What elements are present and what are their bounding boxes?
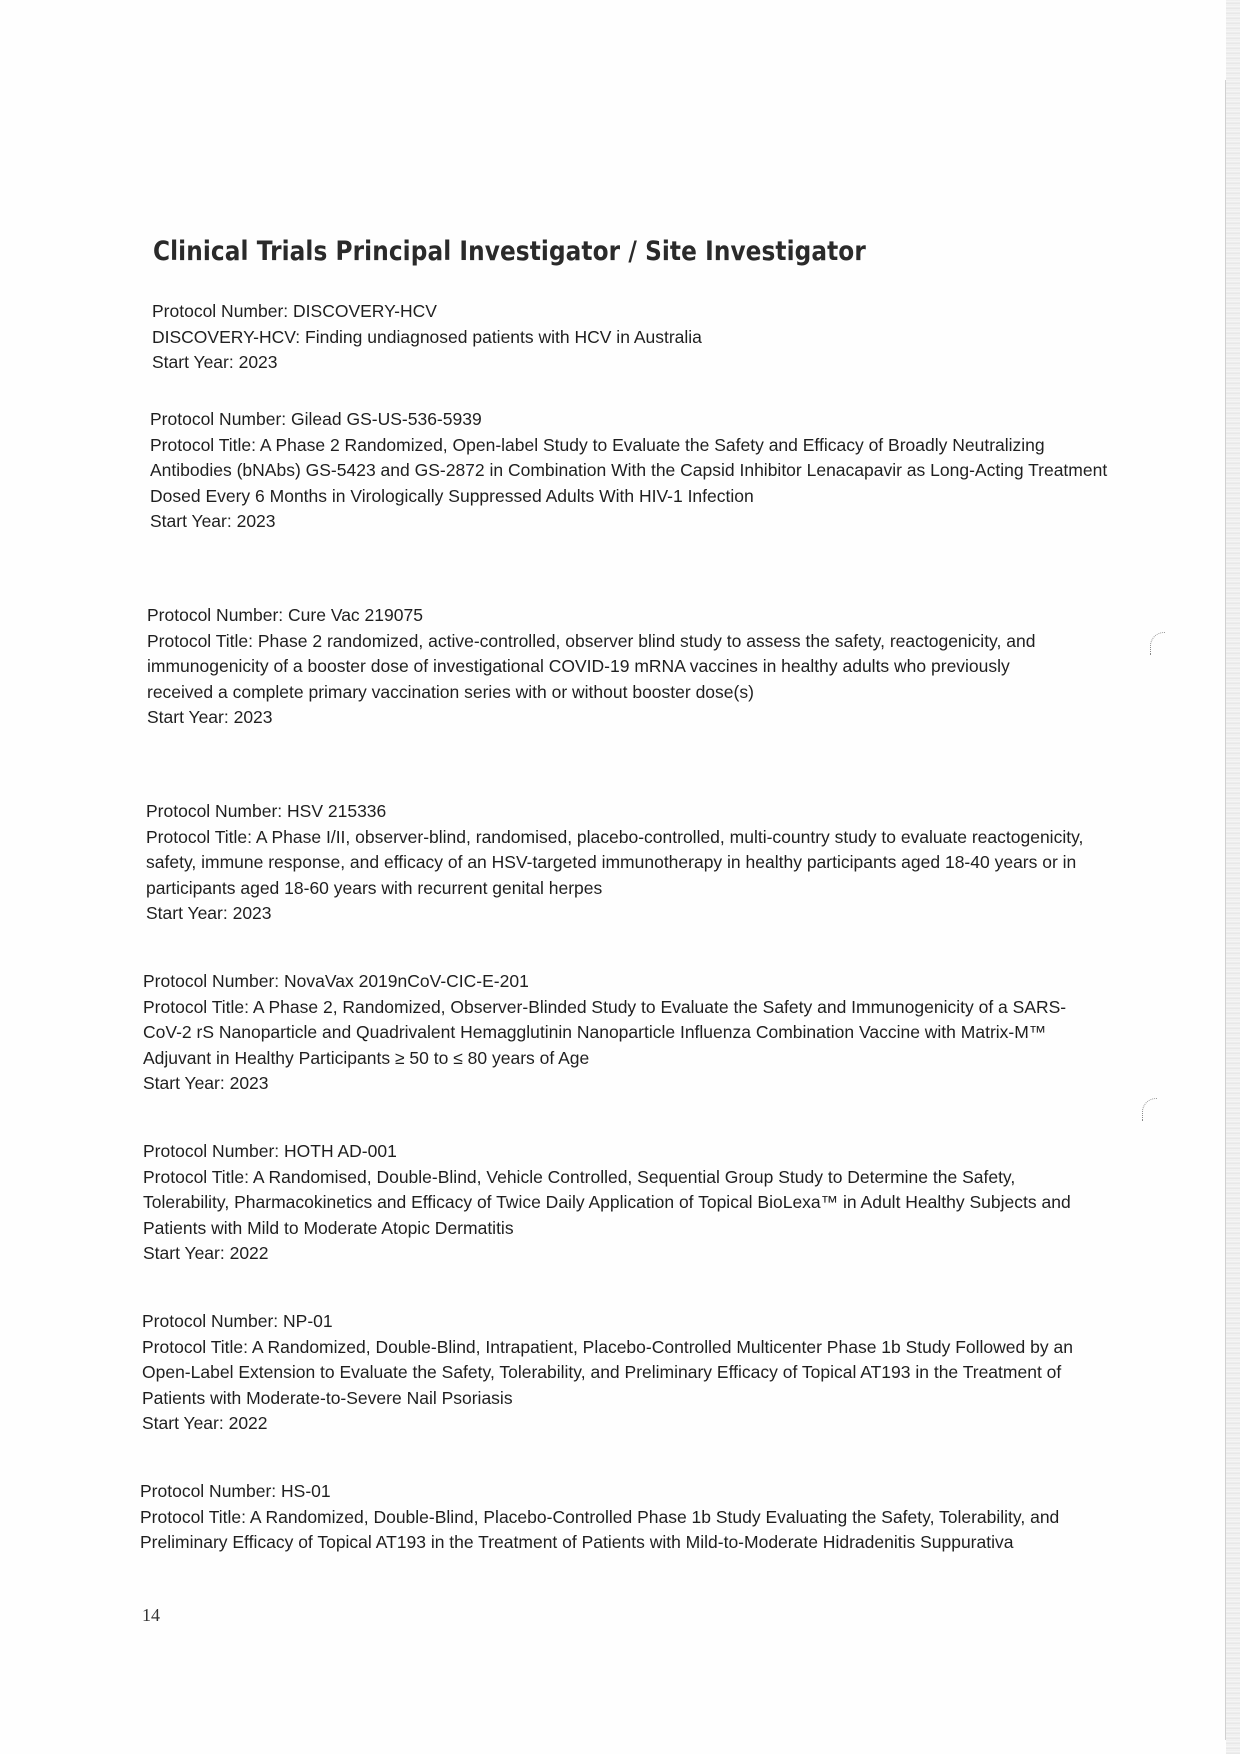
start-year: Start Year: 2022 [143,1243,269,1263]
protocol-entry [142,1309,1077,1437]
protocol-entry [140,1479,1080,1556]
scan-edge-artifact [1226,0,1240,1754]
protocol-number: Protocol Number: NovaVax 2019nCoV-CIC-E-201 [143,971,529,991]
scan-mark [1150,632,1165,655]
section-heading: Clinical Trials Principal Investigator / Site Investigator [153,236,866,267]
protocol-number: Protocol Number: HOTH AD-001 [143,1141,397,1161]
scan-mark [1142,1098,1157,1121]
protocol-entry [143,969,1073,1097]
protocol-title: Protocol Title: A Phase I/II, observer-blind, randomised, placebo-controlled, multi-country study to evaluate reactogenicity, safety, immune response, and efficacy of an HSV-targeted immunotherapy in healthy participants aged 18-40 years or in participants aged 18-60 years with recurrent genital herpes [146,826,1084,898]
protocol-entry [146,799,1091,927]
start-year: Start Year: 2023 [146,903,272,923]
protocol-entry [150,407,1110,535]
protocol-number: Protocol Number: HSV 215336 [146,801,387,821]
protocol-title: Protocol Title: A Randomized, Double-Blind, Placebo-Controlled Phase 1b Study Evaluating the Safety, Tolerability, and Preliminary Efficacy of Topical AT193 in the Treatment of Patients with Mild-to-Moderate Hidradenitis Suppurativa [140,1506,1060,1552]
protocol-title: Protocol Title: A Phase 2, Randomized, Observer-Blinded Study to Evaluate the Safety and Immunogenicity of a SARS-CoV-2 rS Nanoparticle and Quadrivalent Hemagglutinin Nanoparticle Influenza Combination Vaccine with Matrix-M™ Adjuvant in Healthy Participants ≥ 50 to ≤ 80 years of Age [143,996,1067,1068]
protocol-number: Protocol Number: Gilead GS-US-536-5939 [150,409,482,429]
page-number: 14 [142,1605,160,1625]
start-year: Start Year: 2023 [150,511,276,531]
start-year: Start Year: 2023 [143,1073,269,1093]
start-year: Start Year: 2023 [147,707,273,727]
protocol-number: Protocol Number: DISCOVERY-HCV [152,301,437,321]
protocol-title: DISCOVERY-HCV: Finding undiagnosed patients with HCV in Australia [152,326,702,347]
protocol-title: Protocol Title: Phase 2 randomized, active-controlled, observer blind study to assess the safety, reactogenicity, and immunogenicity of a booster dose of investigational COVID-19 mRNA vaccines in healthy adults who previously received a complete primary vaccination series with or without booster dose(s) [147,630,1036,702]
protocol-number: Protocol Number: HS-01 [140,1481,331,1501]
protocol-entry [147,603,1047,731]
protocol-entry [143,1139,1078,1267]
start-year: Start Year: 2022 [142,1413,268,1433]
start-year: Start Year: 2023 [152,352,278,372]
protocol-title: Protocol Title: A Phase 2 Randomized, Open-label Study to Evaluate the Safety and Efficacy of Broadly Neutralizing Antibodies (bNAbs) GS-5423 and GS-2872 in Combination With the Capsid Inhibitor Lenacapavir as Long-Acting Treatment Dosed Every 6 Months in Virologically Suppressed Adults With HIV-1 Infection [150,434,1108,506]
protocol-title: Protocol Title: A Randomised, Double-Blind, Vehicle Controlled, Sequential Group Study to Determine the Safety, Tolerability, Pharmacokinetics and Efficacy of Twice Daily Application of Topical BioLexa™ in Adult Healthy Subjects and Patients with Mild to Moderate Atopic Dermatitis [143,1166,1071,1238]
protocol-entry [152,299,1032,376]
protocol-number: Protocol Number: Cure Vac 219075 [147,605,423,625]
protocol-number: Protocol Number: NP-01 [142,1311,333,1331]
protocol-title: Protocol Title: A Randomized, Double-Blind, Intrapatient, Placebo-Controlled Multicenter Phase 1b Study Followed by an Open-Label Extension to Evaluate the Safety, Tolerability, and Preliminary Efficacy of Topical AT193 in the Treatment of Patients with Moderate-to-Severe Nail Psoriasis [142,1336,1073,1408]
